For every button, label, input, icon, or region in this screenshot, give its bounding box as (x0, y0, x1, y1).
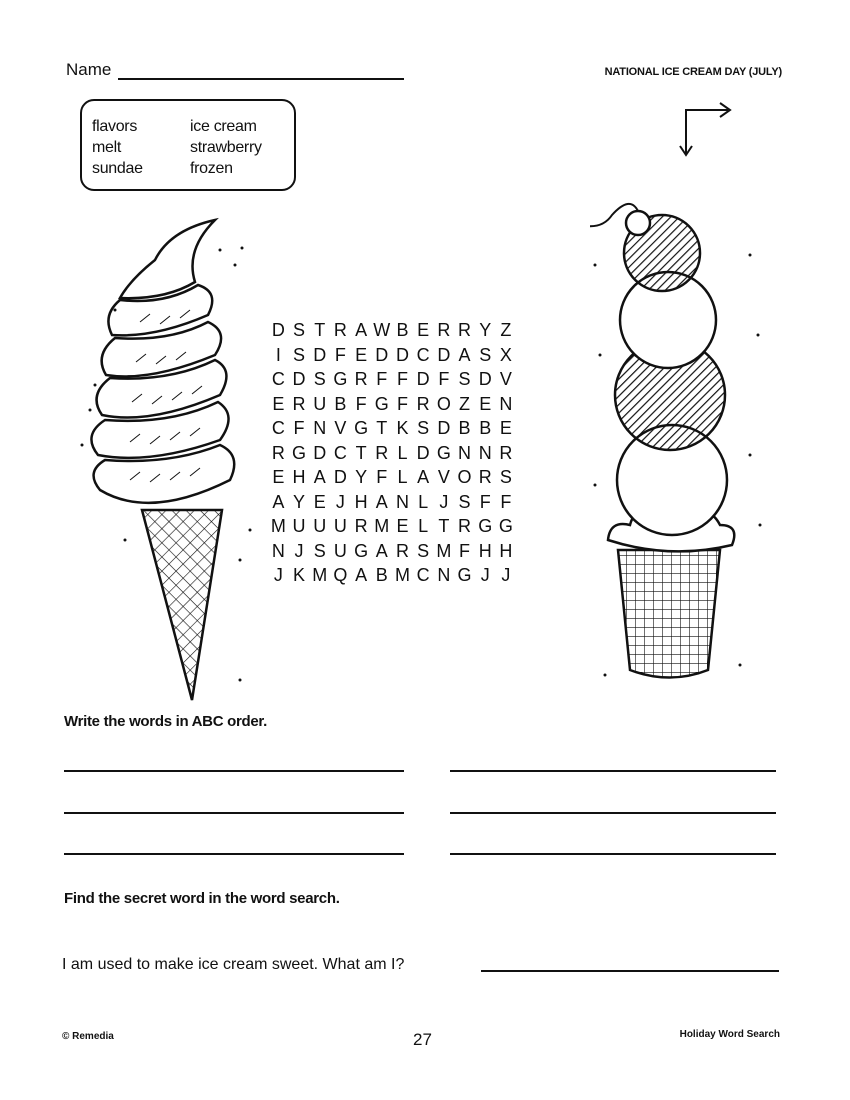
word-search-grid (268, 318, 516, 588)
grid-letter[interactable]: B (458, 418, 471, 438)
grid-letter[interactable]: N (478, 442, 492, 463)
grid-letter[interactable]: D (292, 369, 306, 389)
grid-letter[interactable]: A (375, 540, 388, 561)
grid-letter[interactable]: D (437, 344, 451, 365)
grid-letter[interactable]: A (355, 320, 368, 340)
grid-letter[interactable]: M (270, 516, 286, 536)
grid-row (268, 539, 516, 564)
grid-letter[interactable]: G (333, 369, 348, 389)
grid-row (268, 465, 516, 490)
grid-row (268, 367, 516, 392)
grid-letter[interactable]: C (416, 344, 430, 365)
grid-row (268, 392, 516, 417)
grid-row (268, 514, 516, 539)
answer-line[interactable] (450, 812, 776, 814)
grid-letter[interactable]: S (293, 320, 306, 340)
grid-letter[interactable]: N (499, 393, 513, 414)
grid-letter[interactable]: J (480, 565, 490, 585)
grid-letter[interactable]: T (376, 418, 388, 438)
grid-letter[interactable]: S (499, 467, 512, 487)
grid-letter[interactable]: D (478, 369, 492, 389)
answer-line[interactable] (64, 770, 404, 772)
triple-scoop-cone-illustration (590, 195, 770, 695)
page-number: 27 (413, 1030, 432, 1049)
grid-letter[interactable]: F (396, 369, 408, 389)
word-list-item: frozen (190, 160, 233, 177)
grid-letter[interactable]: O (457, 467, 472, 487)
grid-letter[interactable]: D (313, 344, 327, 365)
grid-letter[interactable]: H (478, 540, 492, 561)
soft-serve-cone-illustration (70, 210, 260, 710)
grid-letter[interactable]: M (312, 565, 328, 585)
grid-letter[interactable]: C (271, 418, 285, 438)
grid-letter[interactable]: E (272, 467, 285, 487)
grid-letter[interactable]: T (355, 442, 367, 463)
secret-word-instruction: Find the secret word in the word search. (64, 890, 340, 907)
direction-arrow-icon (676, 96, 738, 160)
grid-letter[interactable]: N (271, 540, 285, 561)
grid-row (268, 441, 516, 466)
grid-letter[interactable]: A (313, 467, 326, 487)
grid-letter[interactable]: G (498, 516, 513, 536)
grid-letter[interactable]: M (394, 565, 410, 585)
grid-letter[interactable]: Y (293, 491, 306, 512)
grid-letter[interactable]: D (416, 369, 430, 389)
grid-letter[interactable]: E (355, 344, 368, 365)
grid-letter[interactable]: R (395, 540, 409, 561)
grid-letter[interactable]: F (500, 491, 512, 512)
grid-letter[interactable]: B (479, 418, 492, 438)
grid-letter[interactable]: F (396, 393, 408, 414)
grid-letter[interactable]: F (479, 491, 491, 512)
grid-letter[interactable]: F (459, 540, 471, 561)
grid-letter[interactable]: A (272, 491, 285, 512)
grid-row (268, 416, 516, 441)
grid-letter[interactable]: Y (479, 320, 492, 340)
grid-letter[interactable]: S (458, 491, 471, 512)
riddle-question: I am used to make ice cream sweet. What am I? (62, 956, 405, 973)
grid-letter[interactable]: W (373, 320, 391, 340)
grid-letter[interactable]: H (499, 540, 513, 561)
word-list-item: melt (92, 139, 122, 156)
grid-letter[interactable]: H (354, 491, 368, 512)
grid-letter[interactable]: F (334, 344, 346, 365)
grid-letter[interactable]: U (333, 540, 347, 561)
grid-letter[interactable]: V (334, 418, 347, 438)
grid-letter[interactable]: G (292, 442, 307, 463)
grid-letter[interactable]: J (273, 565, 283, 585)
grid-letter[interactable]: R (375, 442, 389, 463)
grid-letter[interactable]: D (416, 442, 430, 463)
grid-row (268, 343, 516, 368)
grid-letter[interactable]: F (376, 467, 388, 487)
grid-letter[interactable]: S (417, 418, 430, 438)
grid-letter[interactable]: E (272, 393, 285, 414)
grid-letter[interactable]: C (271, 369, 285, 389)
book-title: Holiday Word Search (679, 1029, 780, 1040)
grid-letter[interactable]: B (375, 565, 388, 585)
grid-letter[interactable]: F (293, 418, 305, 438)
grid-letter[interactable]: A (355, 565, 368, 585)
name-line[interactable] (118, 78, 404, 80)
grid-letter[interactable]: L (418, 516, 429, 536)
grid-letter[interactable]: L (397, 442, 408, 463)
grid-letter[interactable]: E (396, 516, 409, 536)
grid-letter[interactable]: T (314, 320, 326, 340)
grid-letter[interactable]: Q (333, 565, 348, 585)
grid-row (268, 490, 516, 515)
grid-letter[interactable]: E (313, 491, 326, 512)
grid-letter[interactable]: D (313, 442, 327, 463)
abc-order-instruction: Write the words in ABC order. (64, 713, 267, 730)
riddle-answer-line[interactable] (481, 970, 779, 972)
name-label: Name (66, 60, 112, 79)
answer-line[interactable] (64, 853, 404, 855)
grid-letter[interactable]: G (374, 393, 389, 414)
grid-letter[interactable]: C (416, 565, 430, 585)
grid-letter[interactable]: U (292, 516, 306, 536)
grid-letter[interactable]: R (333, 320, 347, 340)
grid-letter[interactable]: T (438, 516, 450, 536)
grid-letter[interactable]: Y (355, 467, 368, 487)
grid-letter[interactable]: D (437, 418, 451, 438)
grid-letter[interactable]: S (313, 540, 326, 561)
grid-letter[interactable]: A (375, 491, 388, 512)
grid-letter[interactable]: R (271, 442, 285, 463)
grid-letter[interactable]: C (333, 442, 347, 463)
grid-letter[interactable]: J (439, 491, 449, 512)
grid-letter[interactable]: O (436, 393, 451, 414)
grid-letter[interactable]: U (313, 516, 327, 536)
grid-letter[interactable]: H (292, 467, 306, 487)
answer-line[interactable] (64, 812, 404, 814)
grid-letter[interactable]: Z (459, 393, 471, 414)
word-list-item: sundae (92, 160, 143, 177)
grid-letter[interactable]: E (417, 320, 430, 340)
grid-letter[interactable]: N (313, 418, 327, 438)
answer-line[interactable] (450, 770, 776, 772)
grid-letter[interactable]: N (458, 442, 472, 463)
grid-letter[interactable]: I (275, 344, 281, 365)
grid-letter[interactable]: G (478, 516, 493, 536)
grid-letter[interactable]: R (458, 516, 472, 536)
grid-letter[interactable]: K (396, 418, 409, 438)
grid-letter[interactable]: R (478, 467, 492, 487)
page-title: NATIONAL ICE CREAM DAY (JULY) (604, 66, 782, 78)
grid-letter[interactable]: F (355, 393, 367, 414)
grid-letter[interactable]: M (436, 540, 452, 561)
grid-letter[interactable]: L (418, 491, 429, 512)
grid-row (268, 318, 516, 343)
grid-letter[interactable]: S (417, 540, 430, 561)
grid-letter[interactable]: D (271, 320, 285, 340)
grid-letter[interactable]: R (499, 442, 513, 463)
word-list-item: ice cream (190, 118, 257, 135)
word-list-column-1 (92, 116, 143, 179)
grid-letter[interactable]: S (313, 369, 326, 389)
word-list-column-2 (190, 116, 262, 179)
grid-letter[interactable]: F (376, 369, 388, 389)
word-list-item: strawberry (190, 139, 262, 156)
grid-letter[interactable]: L (397, 467, 408, 487)
grid-letter[interactable]: J (335, 491, 345, 512)
publisher-credit: © Remedia (62, 1031, 114, 1042)
grid-letter[interactable]: D (333, 467, 347, 487)
grid-letter[interactable]: R (292, 393, 306, 414)
grid-letter[interactable]: M (374, 516, 390, 536)
word-list-item: flavors (92, 118, 138, 135)
grid-letter[interactable]: R (458, 320, 472, 340)
grid-letter[interactable]: S (479, 344, 492, 365)
grid-letter[interactable]: E (479, 393, 492, 414)
grid-letter[interactable]: N (437, 565, 451, 585)
grid-letter[interactable]: G (457, 565, 472, 585)
grid-letter[interactable]: V (437, 467, 450, 487)
grid-letter[interactable]: B (396, 320, 409, 340)
grid-letter[interactable]: R (416, 393, 430, 414)
grid-letter[interactable]: S (458, 369, 471, 389)
grid-letter[interactable]: N (395, 491, 409, 512)
grid-letter[interactable]: D (395, 344, 409, 365)
grid-letter[interactable]: A (417, 467, 430, 487)
grid-letter[interactable]: R (437, 320, 451, 340)
grid-letter[interactable]: U (333, 516, 347, 536)
grid-letter[interactable]: A (458, 344, 471, 365)
grid-letter[interactable]: X (499, 344, 512, 365)
grid-row (268, 563, 516, 588)
grid-letter[interactable]: Z (500, 320, 512, 340)
grid-letter[interactable]: D (375, 344, 389, 365)
answer-line[interactable] (450, 853, 776, 855)
grid-letter[interactable]: G (436, 442, 451, 463)
grid-letter[interactable]: S (293, 344, 306, 365)
grid-letter[interactable]: J (294, 540, 304, 561)
grid-letter[interactable]: G (354, 418, 369, 438)
grid-letter[interactable]: F (438, 369, 450, 389)
grid-letter[interactable]: V (499, 369, 512, 389)
grid-letter[interactable]: E (499, 418, 512, 438)
grid-letter[interactable]: U (313, 393, 327, 414)
grid-letter[interactable]: J (501, 565, 511, 585)
grid-letter[interactable]: R (354, 516, 368, 536)
grid-letter[interactable]: B (334, 393, 347, 414)
grid-letter[interactable]: R (354, 369, 368, 389)
grid-letter[interactable]: K (293, 565, 306, 585)
grid-letter[interactable]: G (354, 540, 369, 561)
